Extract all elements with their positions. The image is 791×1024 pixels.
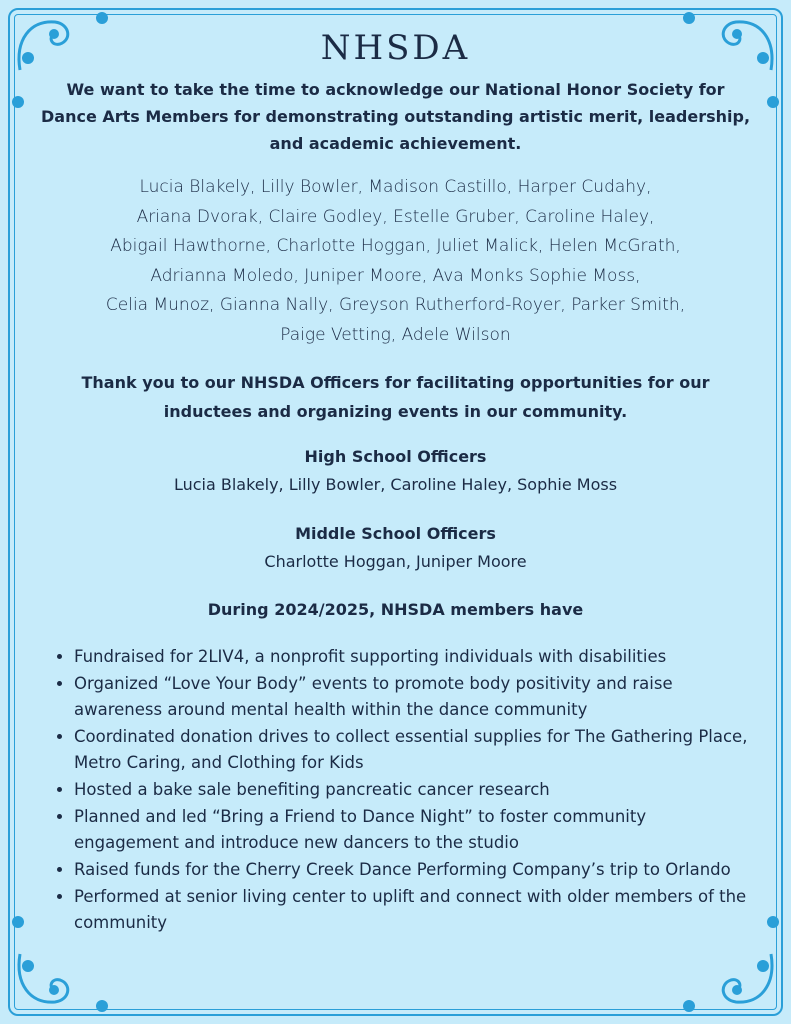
flyer-content xyxy=(40,22,751,937)
page-title: NHSDA xyxy=(320,28,471,68)
dot-ornament-icon xyxy=(12,96,24,108)
list-item: • Organized “Love Your Body” events to promote body positivity and raise awareness around mental health within the dance community xyxy=(74,671,751,723)
member-line: Celia Munoz, Gianna Nally, Greyson Rutherford-Royer, Parker Smith, xyxy=(105,295,686,315)
member-line: Lucia Blakely, Lilly Bowler, Madison Castillo, Harper Cudahy, xyxy=(139,177,652,197)
member-line: Paige Vetting, Adele Wilson xyxy=(280,324,511,345)
list-item: • Raised funds for the Cherry Creek Dance Performing Company’s trip to Orlando xyxy=(74,857,751,883)
dot-ornament-icon xyxy=(683,1000,695,1012)
intro-text: We want to take the time to acknowledge our National Honor Society for Dance Arts Members for demonstrating outstanding artistic merit, leadership, and academic achievement. xyxy=(40,80,751,153)
list-item: • Fundraised for 2LIV4, a nonprofit supporting individuals with disabilities xyxy=(74,644,751,670)
list-item: • Hosted a bake sale benefiting pancreatic cancer research xyxy=(74,777,751,803)
dot-ornament-icon xyxy=(12,916,24,928)
member-list xyxy=(40,173,751,350)
accomplishments-list xyxy=(40,644,751,936)
middle-school-officers-heading: Middle School Officers xyxy=(295,524,496,543)
swirl-ornament-icon xyxy=(10,944,80,1014)
list-item: • Coordinated donation drives to collect essential supplies for The Gathering Place, Metro Caring, and Clothing for Kids xyxy=(74,724,751,776)
high-school-officers-names: Lucia Blakely, Lilly Bowler, Caroline Haley, Sophie Moss xyxy=(173,475,618,494)
swirl-ornament-icon xyxy=(711,944,781,1014)
list-item: • Planned and led “Bring a Friend to Dance Night” to foster community engagement and introduce new dancers to the studio xyxy=(74,804,751,856)
dot-ornament-icon xyxy=(767,916,779,928)
accomplishments-heading: During 2024/2025, NHSDA members have xyxy=(207,600,584,619)
dot-ornament-icon xyxy=(96,1000,108,1012)
dot-ornament-icon xyxy=(767,96,779,108)
middle-school-officers-names: Charlotte Hoggan, Juniper Moore xyxy=(264,552,527,571)
officers-thanks-text: Thank you to our NHSDA Officers for facilitating opportunities for our inductees and organizing events in our community. xyxy=(81,373,710,421)
member-line: Adrianna Moledo, Juniper Moore, Ava Monks Sophie Moss, xyxy=(150,265,641,286)
list-item: • Performed at senior living center to uplift and connect with older members of the community xyxy=(74,884,751,936)
high-school-officers-heading: High School Officers xyxy=(304,447,487,466)
member-line: Abigail Hawthorne, Charlotte Hoggan, Juliet Malick, Helen McGrath, xyxy=(110,236,681,256)
member-line: Ariana Dvorak, Claire Godley, Estelle Gruber, Caroline Haley, xyxy=(136,206,655,227)
